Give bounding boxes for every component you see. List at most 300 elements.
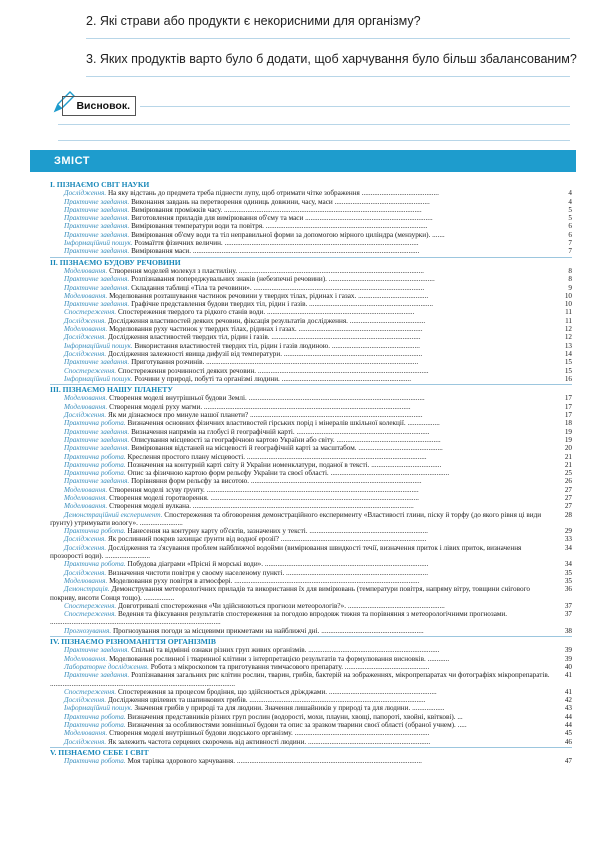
page-number: 10 <box>564 291 572 300</box>
page-number: 21 <box>564 452 572 461</box>
activity-type: Практичне завдання. <box>64 214 130 223</box>
toc-entry-text <box>50 247 556 255</box>
toc-entry[interactable] <box>50 721 572 729</box>
toc-entry[interactable] <box>50 394 572 402</box>
activity-title: Ведення та фіксування результатів спостереження за погодою впродовж тижня та порівняння з метеорологічними прогнозами. ............................................................................................... <box>50 610 508 627</box>
activity-type: Дослідження. <box>64 568 107 577</box>
toc-entry[interactable] <box>50 189 572 197</box>
page-number: 6 <box>568 230 572 239</box>
toc-entry[interactable] <box>50 602 572 610</box>
activity-title: Спільні та відмінні ознаки різних груп живих організмів. ......................................................................... <box>131 646 440 655</box>
activity-type: Демонстрація. <box>64 585 110 594</box>
toc-entry[interactable] <box>50 577 572 585</box>
activity-title: Моделювання руху повітря в атмосфері. ....................................................................................................... <box>109 576 420 585</box>
toc-entry-text <box>50 544 556 561</box>
activity-type: Практичне завдання. <box>64 358 130 367</box>
toc-entry-text <box>50 292 556 300</box>
activity-title: Графічне представлення будови твердих тіл, рідин і газів. ..................................................................... <box>131 300 434 309</box>
page-number: 44 <box>564 721 572 729</box>
activity-type: Інформаційний пошук. <box>64 341 133 350</box>
toc-entry-text <box>50 585 556 602</box>
activity-title: Визначення основних фізичних властивостей гірських порід і мінералів шкільної колекції. .................. <box>127 419 440 428</box>
toc-entry-text <box>50 222 556 230</box>
toc-entry-text <box>50 627 556 635</box>
page-number: 5 <box>568 214 572 223</box>
toc-entry[interactable] <box>50 527 572 535</box>
activity-title: Креслення простого плану місцевості. .................................................................................................... <box>127 452 427 461</box>
toc-entry-text <box>50 577 556 585</box>
activity-title: Довготривалі спостереження «Чи здійснюються прогнози метеорологів?». ...................................................... <box>118 601 445 610</box>
activity-title: Приготування розчинів. ...................................................................................................................... <box>131 358 419 367</box>
toc-entry[interactable] <box>50 367 572 375</box>
toc-entry-text <box>50 284 556 292</box>
page-number: 12 <box>564 333 572 342</box>
activity-title: Вимірювання температури води та повітря. .......................................................................................... <box>131 222 428 231</box>
activity-type: Спостереження. <box>64 601 117 610</box>
page-number: 21 <box>564 460 572 469</box>
page-number: 7 <box>568 247 572 256</box>
activity-type: Практичне завдання. <box>64 197 130 206</box>
toc-entry[interactable] <box>50 494 572 502</box>
activity-title: Описування місцевості за географічною картою України або світу. .......................................................... <box>131 435 441 444</box>
activity-type: Лабораторне дослідження. <box>64 662 149 671</box>
activity-title: Створення моделі руху магми. ................................................................................................................... <box>109 402 411 411</box>
page-number: 4 <box>568 189 572 198</box>
activity-title: Моделювання розташування частинок речовини у твердих тілах, рідинах і газах. ....................................... <box>109 291 429 300</box>
activity-title: Як залежить частота серцевих скорочень від активності людини. .................................................................... <box>107 737 431 746</box>
toc-entry[interactable] <box>50 403 572 411</box>
activity-title: Створення моделі внутрішньої будови людського організму. ........................................................................... <box>109 729 430 738</box>
toc-entry[interactable] <box>50 375 572 383</box>
activity-type: Практичне завдання. <box>64 444 130 453</box>
question-2: 2. Які страви або продукти є некорисними для організму? <box>86 14 421 28</box>
activity-title: Спостереження твердого та рідкого станів води. .................................................................................. <box>118 308 415 317</box>
toc-entry[interactable] <box>50 627 572 635</box>
toc-entry-text <box>50 308 556 316</box>
activity-title: Дослідження властивостей твердих тіл, рідин і газів. ................................................................................... <box>107 333 421 342</box>
activity-type: Дослідження. <box>64 696 107 705</box>
section-heading: IV. ПІЗНАЄМО РІЗНОМАНІТТЯ ОРГАНІЗМІВ <box>50 636 572 646</box>
toc-entry[interactable] <box>50 436 572 444</box>
activity-type: Моделювання. <box>64 325 108 334</box>
page-number: 11 <box>565 308 572 317</box>
activity-type: Практична робота. <box>64 712 126 721</box>
toc-entry[interactable] <box>50 222 572 230</box>
toc-entry-text <box>50 713 556 721</box>
page-number: 17 <box>564 402 572 411</box>
activity-title: Моделювання рослинної і тваринної клітини з інтерпретацією результатів та формулювання висновків. ............ <box>109 654 450 663</box>
toc-entry-text <box>50 300 556 308</box>
activity-title: Як ми дізнаємося про минуле нашої планети? ................................................................................................ <box>107 411 423 420</box>
activity-type: Практична робота. <box>64 469 126 478</box>
activity-title: Вимірювання проміжків часу. .............................................................................................................. <box>131 205 422 214</box>
toc-entry[interactable] <box>50 284 572 292</box>
activity-title: Порівняння форм рельєфу за висотою. ............................................................................................... <box>131 477 422 486</box>
toc-entry-text <box>50 342 556 350</box>
page-number: 27 <box>564 485 572 494</box>
page-number: 35 <box>564 576 572 585</box>
activity-type: Практичне завдання. <box>64 230 130 239</box>
answer-line <box>140 106 570 107</box>
section-heading: V. ПІЗНАЄМО СЕБЕ І СВІТ <box>50 747 572 757</box>
toc-entry-text <box>50 239 556 247</box>
toc-entry-text <box>50 655 556 663</box>
activity-title: Позначення на контурній карті світу й України номенклатури, поданої в тексті. ....................................... <box>127 460 442 469</box>
activity-title: Створення моделі зсуву ґрунту. ...................................................................................................................... <box>109 485 419 494</box>
toc-entry-text <box>50 403 556 411</box>
activity-title: Вимірювання відстаней на місцевості й географічній карті за масштабом. ............................................... <box>131 444 443 453</box>
page-number: 17 <box>564 411 572 420</box>
table-of-contents <box>50 180 572 765</box>
toc-entry-text <box>50 317 556 325</box>
page-number: 16 <box>564 374 572 383</box>
activity-type: Дослідження. <box>64 189 107 198</box>
page-number: 43 <box>564 704 572 713</box>
toc-entry-text <box>50 325 556 333</box>
page-number: 6 <box>568 222 572 231</box>
activity-title: Створення моделі вулкана. ........................................................................................................................... <box>109 502 414 511</box>
toc-entry-text <box>50 358 556 366</box>
page-number: 45 <box>564 729 572 738</box>
page-number: 4 <box>568 197 572 206</box>
page-number: 9 <box>568 283 572 292</box>
toc-entry[interactable] <box>50 535 572 543</box>
page-number: 20 <box>564 444 572 453</box>
activity-title: Як рослинний покрив захищає ґрунти від водної ерозії? ................................................................................. <box>107 535 427 544</box>
toc-entry[interactable] <box>50 696 572 704</box>
toc-entry[interactable] <box>50 738 572 746</box>
activity-type: Практична робота. <box>64 757 126 766</box>
activity-type: Прогнозування. <box>64 626 112 635</box>
toc-entry-text <box>50 729 556 737</box>
page-number: 35 <box>564 568 572 577</box>
activity-title: Розчини у природі, побуті та організмі людини. ........................................................................ <box>134 374 412 383</box>
activity-type: Моделювання. <box>64 502 108 511</box>
activity-type: Практичне завдання. <box>64 247 130 256</box>
toc-entry-text <box>50 275 556 283</box>
activity-title: Визначення представників різних груп рослин (водорості, мохи, плауни, хвощі, папороті, хвойні, квіткові). ... <box>127 712 463 721</box>
page-number: 44 <box>564 712 572 721</box>
toc-entry[interactable] <box>50 198 572 206</box>
page-number: 7 <box>568 239 572 248</box>
activity-type: Практичне завдання. <box>64 671 130 680</box>
activity-title: Прогнозування погоди за місцевими прикметами на найближчі дні. ......................................................... <box>112 626 424 635</box>
page-number: 25 <box>564 469 572 478</box>
activity-title: На яку відстань до предмета треба піднести лупу, щоб отримати чітке зображення ........................................... <box>107 189 439 198</box>
activity-title: Опис за фізичною картою форм рельєфу України та своєї області. .................................................................. <box>127 469 450 478</box>
activity-type: Практичне завдання. <box>64 283 130 292</box>
activity-type: Практичне завдання. <box>64 222 130 231</box>
page-number: 34 <box>564 543 572 552</box>
toc-entry[interactable] <box>50 292 572 300</box>
activity-title: Робота з мікроскопом та приготування тимчасового препарату. ............................................... <box>150 662 430 671</box>
page-number: 13 <box>564 341 572 350</box>
page-number: 39 <box>564 654 572 663</box>
activity-type: Практична робота. <box>64 452 126 461</box>
activity-title: Створення моделей молекул з пластиліну. ....................................................................................................... <box>109 266 424 275</box>
toc-entry-text <box>50 333 556 341</box>
toc-entry-text <box>50 704 556 712</box>
toc-entry-text <box>50 494 556 502</box>
activity-type: Практична робота. <box>64 527 126 536</box>
toc-entry[interactable] <box>50 502 572 510</box>
activity-type: Моделювання. <box>64 485 108 494</box>
activity-type: Демонстраційний експеримент. <box>64 510 163 519</box>
toc-entry-text <box>50 267 556 275</box>
page-number: 33 <box>564 535 572 544</box>
section-heading: ІІ. ПІЗНАЄМО БУДОВУ РЕЧОВИНИ <box>50 257 572 267</box>
activity-type: Дослідження. <box>64 316 107 325</box>
toc-entry[interactable] <box>50 231 572 239</box>
toc-entry-text <box>50 511 556 528</box>
toc-entry-text <box>50 436 556 444</box>
toc-entry-text <box>50 206 556 214</box>
toc-entry-text <box>50 419 556 427</box>
toc-entry[interactable] <box>50 411 572 419</box>
toc-entry[interactable] <box>50 729 572 737</box>
toc-entry[interactable] <box>50 671 572 688</box>
page-number: 8 <box>568 266 572 275</box>
activity-title: Демонстрування метеорологічних приладів та використання їх для вимірювань (температури повітря, напряму вітру, товщини снігового покриву, висоти Сонця тощо). ................. <box>50 585 530 602</box>
activity-type: Дослідження. <box>64 535 107 544</box>
activity-title: Використання властивостей твердих тіл, рідин і газів людиною. ................................................. <box>134 341 420 350</box>
page-number: 26 <box>564 477 572 486</box>
toc-entry-text <box>50 231 556 239</box>
activity-title: Спостереження та обговорення демонстраційного експерименту «Властивості глини, піску й торфу (до якого рівня ці види ґрунту) утримувати вологу». ........................ <box>50 510 542 527</box>
activity-type: Моделювання. <box>64 402 108 411</box>
page-number: 19 <box>564 435 572 444</box>
activity-type: Практичне завдання. <box>64 477 130 486</box>
activity-title: Розпізнавання загальних рис клітин рослин, тварин, грибів, бактерій на зображеннях, мікропрепаратах чи фотографіях мікропрепаратів. ....................................................................................................... <box>50 671 550 688</box>
activity-title: Дослідження залежності явища дифузії від температури. ............................................................................. <box>107 349 423 358</box>
answer-line <box>86 38 570 39</box>
toc-entry[interactable] <box>50 469 572 477</box>
toc-entry-text <box>50 461 556 469</box>
toc-entry-text <box>50 535 556 543</box>
activity-title: Моделювання руху частинок у твердих тілах, рідинах і газах. ..................................................................... <box>109 325 423 334</box>
activity-type: Дослідження. <box>64 737 107 746</box>
toc-entry-text <box>50 486 556 494</box>
activity-title: Створення моделі горотворення. .................................................................................................................... <box>109 493 419 502</box>
activity-type: Практичне завдання. <box>64 427 130 436</box>
page-number: 27 <box>564 502 572 511</box>
toc-entry[interactable] <box>50 444 572 452</box>
question-3: 3. Яких продуктів варто було б додати, щоб харчування було більш збалансованим? <box>86 52 577 66</box>
contents-banner <box>30 150 576 172</box>
toc-entry-text <box>50 198 556 206</box>
toc-entry[interactable] <box>50 214 572 222</box>
page-number: 10 <box>564 300 572 309</box>
page-number: 15 <box>564 358 572 367</box>
activity-title: Дослідження властивостей деяких речовин, фіксація результатів дослідження. .......................................... <box>107 316 426 325</box>
answer-line <box>58 124 570 125</box>
toc-entry[interactable] <box>50 688 572 696</box>
toc-entry-text <box>50 663 556 671</box>
activity-title: Значення грибів у природі та для людини. Значення лишайників у природі та для людини. .................. <box>134 704 445 713</box>
activity-title: Спостереження розчинності деяких речовин. ............................................................................................... <box>118 366 429 375</box>
toc-entry-text <box>50 688 556 696</box>
conclusion-label: Висновок. <box>62 96 136 116</box>
toc-entry[interactable] <box>50 569 572 577</box>
page-number: 8 <box>568 275 572 284</box>
toc-entry[interactable] <box>50 325 572 333</box>
activity-type: Інформаційний пошук. <box>64 704 133 713</box>
page-number: 39 <box>564 646 572 655</box>
activity-title: Створення моделі внутрішньої будови Землі. .................................................................................................. <box>109 394 425 403</box>
toc-entry[interactable] <box>50 358 572 366</box>
activity-type: Практична робота. <box>64 560 126 569</box>
toc-entry-text <box>50 757 556 765</box>
toc-entry-text <box>50 671 556 688</box>
activity-type: Спостереження. <box>64 308 117 317</box>
activity-title: Виготовлення приладів для вимірювання об'єму та маси ....................................................................... <box>131 214 433 223</box>
toc-entry-text <box>50 721 556 729</box>
toc-entry-text <box>50 375 556 383</box>
toc-entry[interactable] <box>50 333 572 341</box>
toc-entry-text <box>50 428 556 436</box>
activity-title: Побудова діаграми «Прісні й морські води». ........................................................................................... <box>127 560 429 569</box>
activity-title: Дослідження та з'ясування проблем найближчої водойми (вимірювання швидкості течії, визначення приток і лівих приток, визначення прозорості води). ......................... <box>50 543 522 561</box>
activity-title: Спостереження за процесом бродіння, що здійснюється дріжджами. ............................................................ <box>118 687 437 696</box>
toc-entry[interactable] <box>50 453 572 461</box>
toc-entry-text <box>50 350 556 358</box>
toc-entry[interactable] <box>50 428 572 436</box>
contents-title: ЗМІСТ <box>54 155 90 167</box>
activity-title: Розмаїття фізичних величин. ............................................................................................................ <box>134 239 419 248</box>
activity-type: Дослідження. <box>64 333 107 342</box>
page-number: 14 <box>564 349 572 358</box>
toc-entry[interactable] <box>50 704 572 712</box>
activity-title: Розпізнавання попереджувальних знаків (небезпечні речовини). ........................................................... <box>131 275 435 284</box>
activity-type: Спостереження. <box>64 687 117 696</box>
page-number: 11 <box>565 316 572 325</box>
activity-type: Моделювання. <box>64 576 108 585</box>
activity-type: Дослідження. <box>64 543 107 552</box>
page-number: 42 <box>564 696 572 705</box>
toc-entry-text <box>50 453 556 461</box>
toc-entry-text <box>50 469 556 477</box>
toc-entry-text <box>50 569 556 577</box>
activity-type: Практичне завдання. <box>64 435 130 444</box>
toc-entry-text <box>50 738 556 746</box>
toc-entry[interactable] <box>50 646 572 654</box>
answer-line <box>58 140 570 141</box>
activity-type: Практичне завдання. <box>64 646 130 655</box>
activity-type: Практичне завдання. <box>64 300 130 309</box>
page-number: 5 <box>568 205 572 214</box>
toc-entry-text <box>50 444 556 452</box>
toc-entry[interactable] <box>50 544 572 561</box>
toc-entry[interactable] <box>50 239 572 247</box>
toc-entry[interactable] <box>50 560 572 568</box>
toc-entry-text <box>50 610 556 627</box>
toc-entry[interactable] <box>50 477 572 485</box>
activity-type: Практична робота. <box>64 460 126 469</box>
toc-entry-text <box>50 527 556 535</box>
page-number: 41 <box>564 687 572 696</box>
toc-entry[interactable] <box>50 713 572 721</box>
activity-type: Практична робота. <box>64 419 126 428</box>
toc-entry[interactable] <box>50 486 572 494</box>
toc-entry[interactable] <box>50 300 572 308</box>
page-number: 28 <box>564 510 572 519</box>
toc-entry[interactable] <box>50 610 572 627</box>
page-number: 27 <box>564 493 572 502</box>
toc-entry[interactable] <box>50 317 572 325</box>
activity-title: Вимірювання об'єму води та тіл неправильної форми за допомогою мірного циліндра (мензурки). ....... <box>131 230 445 239</box>
page-number: 37 <box>564 610 572 619</box>
activity-type: Практична робота. <box>64 721 126 729</box>
page-number: 37 <box>564 601 572 610</box>
toc-entry-text <box>50 696 556 704</box>
activity-type: Дослідження. <box>64 411 107 420</box>
activity-type: Моделювання. <box>64 654 108 663</box>
page-number: 36 <box>564 585 572 594</box>
toc-entry-text <box>50 394 556 402</box>
page-number: 19 <box>564 427 572 436</box>
section-heading: І. ПІЗНАЄМО СВІТ НАУКИ <box>50 180 150 189</box>
activity-type: Інформаційний пошук. <box>64 374 133 383</box>
activity-title: Моя тарілка здорового харчування. ....................................................................................................... <box>127 757 422 766</box>
toc-entry-text <box>50 502 556 510</box>
toc-entry[interactable] <box>50 461 572 469</box>
activity-type: Спостереження. <box>64 610 117 619</box>
toc-entry[interactable] <box>50 267 572 275</box>
toc-entry[interactable] <box>50 247 572 255</box>
activity-type: Моделювання. <box>64 266 108 275</box>
toc-entry[interactable] <box>50 342 572 350</box>
toc-entry-text <box>50 411 556 419</box>
activity-type: Інформаційний пошук. <box>64 239 133 248</box>
page-number: 17 <box>564 394 572 403</box>
activity-title: Вимірювання маси. .............................................................................................................................. <box>131 247 420 256</box>
activity-title: Визначення за особливостями зовнішньої будови та опис за зразком тварини своєї області (обраної учнем). ..... <box>127 721 467 729</box>
toc-entry[interactable] <box>50 350 572 358</box>
toc-entry[interactable] <box>50 206 572 214</box>
toc-entry[interactable] <box>50 511 572 528</box>
page-number: 46 <box>564 737 572 746</box>
activity-title: Визначення напрямів на глобусі й географічній карті. .......................................................................... <box>131 427 430 436</box>
activity-type: Практичне завдання. <box>64 275 130 284</box>
section-heading: ІІІ. ПІЗНАЄМО НАШУ ПЛАНЕТУ <box>50 384 572 394</box>
page-number: 18 <box>564 419 572 428</box>
toc-entry[interactable] <box>50 585 572 602</box>
activity-title: Визначення чистоти повітря у своєму населеному пункті. ............................................................................... <box>107 568 428 577</box>
activity-type: Дослідження. <box>64 349 107 358</box>
page-number: 34 <box>564 560 572 569</box>
activity-type: Моделювання. <box>64 493 108 502</box>
toc-entry[interactable] <box>50 655 572 663</box>
page-number: 47 <box>564 757 572 766</box>
page-number: 41 <box>564 671 572 680</box>
toc-entry[interactable] <box>50 757 572 765</box>
toc-entry-text <box>50 367 556 375</box>
page-number: 15 <box>564 366 572 375</box>
toc-entry-text <box>50 602 556 610</box>
toc-entry-text <box>50 646 556 654</box>
toc-entry-text <box>50 560 556 568</box>
activity-type: Моделювання. <box>64 394 108 403</box>
activity-title: Складання таблиці «Тіла та речовини». ............................................................................................... <box>131 283 425 292</box>
toc-entry[interactable] <box>50 275 572 283</box>
toc-entry-text <box>50 477 556 485</box>
toc-entry[interactable] <box>50 419 572 427</box>
activity-title: Виконання завдань на перетворення одиниць довжини, часу, маси ..................................................... <box>131 197 430 206</box>
toc-entry[interactable] <box>50 308 572 316</box>
toc-entry[interactable] <box>50 663 572 671</box>
activity-title: Дослідження цвілевих та шапинкових грибів. .................................................................................................. <box>107 696 426 705</box>
page-number: 38 <box>564 626 572 635</box>
